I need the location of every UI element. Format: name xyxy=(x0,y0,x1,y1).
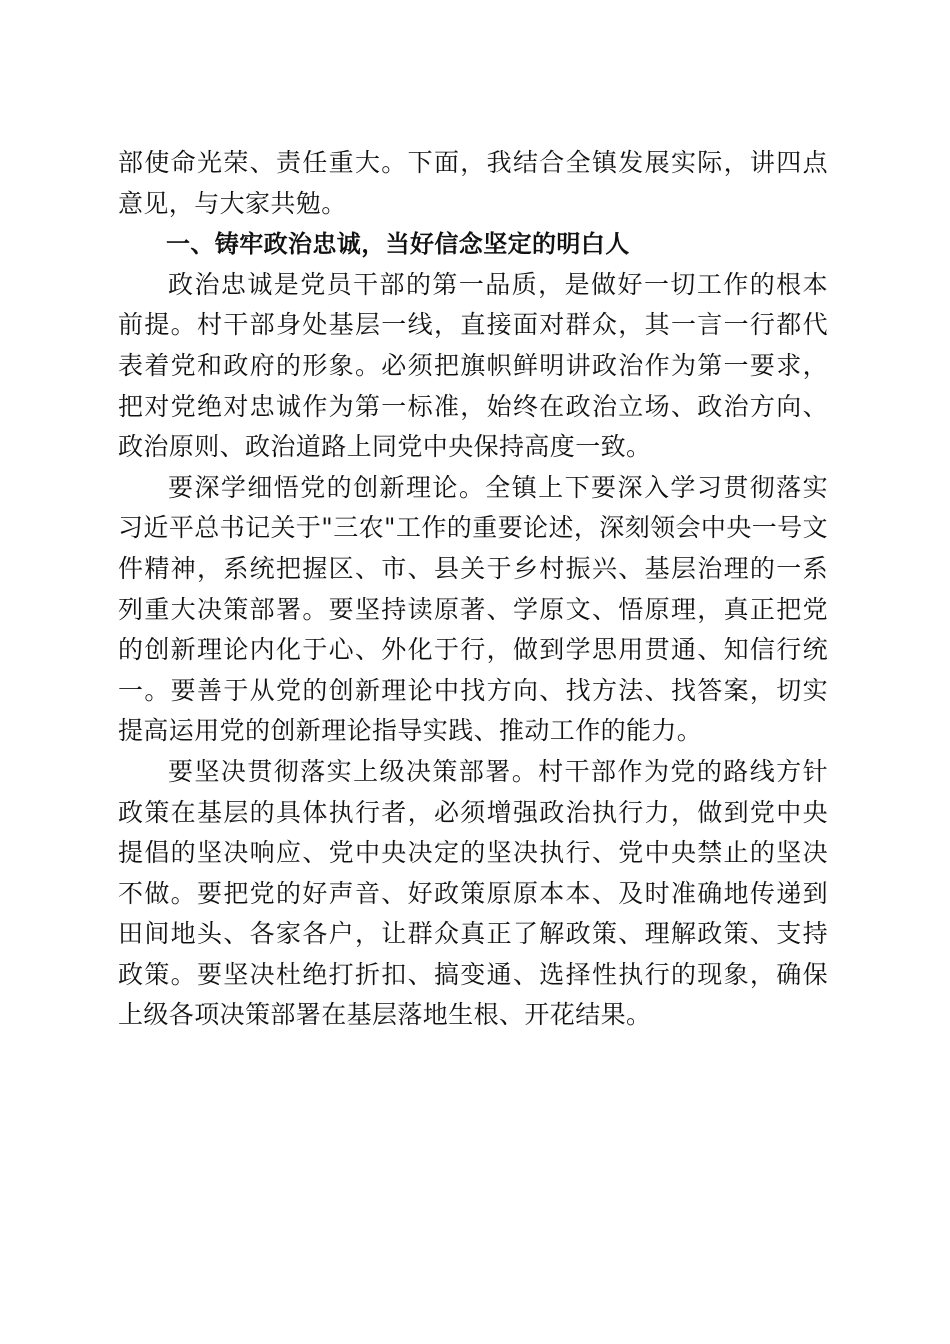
body-paragraph-3: 要坚决贯彻落实上级决策部署。村干部作为党的路线方针政策在基层的具体执行者，必须增强政治执行力，做到党中央提倡的坚决响应、党中央决定的坚决执行、党中央禁止的坚决不做。要把党的好声音、好政策原原本本、及时准确地传递到田间地头、各家各户，让群众真正了解政策、理解政策、支持政策。要坚决杜绝打折扣、搞变通、选择性执行的现象，确保上级各项决策部署在基层落地生根、开花结果。 xyxy=(118,756,828,1030)
continuation-paragraph: 部使命光荣、责任重大。下面，我结合全镇发展实际，讲四点意见，与大家共勉。 xyxy=(118,148,828,218)
section-heading: 一、铸牢政治忠诚，当好信念坚定的明白人 xyxy=(166,230,630,259)
body-paragraph-1: 政治忠诚是党员干部的第一品质，是做好一切工作的根本前提。村干部身处基层一线，直接面对群众，其一言一行都代表着党和政府的形象。必须把旗帜鲜明讲政治作为第一要求，把对党绝对忠诚作为第一标准，始终在政治立场、政治方向、政治原则、政治道路上同党中央保持高度一致。 xyxy=(118,269,828,462)
body-paragraph-2: 要深学细悟党的创新理论。全镇上下要深入学习贯彻落实习近平总书记关于"三农"工作的重要论述，深刻领会中央一号文件精神，系统把握区、市、县关于乡村振兴、基层治理的一系列重大决策部署。要坚持读原著、学原文、悟原理，真正把党的创新理论内化于心、外化于行，做到学思用贯通、知信行统一。要善于从党的创新理论中找方向、找方法、找答案，切实提高运用党的创新理论指导实践、推动工作的能力。 xyxy=(118,472,828,746)
document-body xyxy=(118,143,828,1036)
